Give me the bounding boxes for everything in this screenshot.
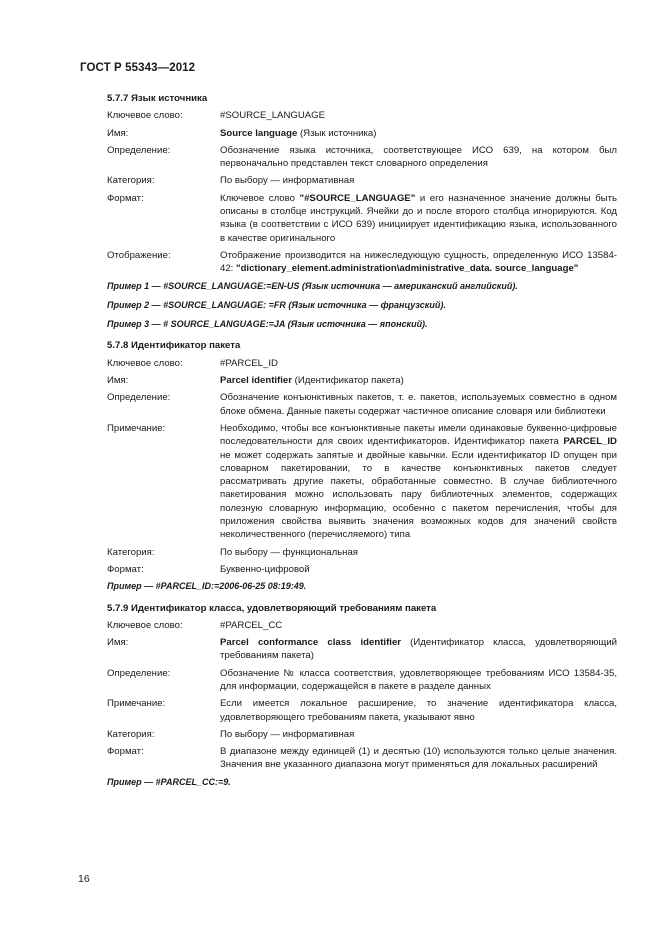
name-rest: (Язык источника) (297, 127, 377, 139)
definition-value: Обозначение конъюнктивных пакетов, т. е. пакетов, используемых совместно в одном блоке обмена. Данные пакеты содержат частичное описание словаря или библиотеки (220, 392, 617, 417)
note-value (220, 422, 617, 542)
format-row (107, 563, 617, 576)
display-pre: Отображение производится на нижеследующую сущность, определенную ИСО 13584-42: (220, 249, 617, 275)
name-bold: Source language (220, 127, 298, 139)
example: Пример — #PARCEL_CC:=9. (107, 776, 231, 787)
keyword-row (107, 109, 617, 122)
name-row (107, 127, 617, 140)
keyword-value: #SOURCE_LANGUAGE (220, 110, 326, 122)
note-value: Если имеется локальное расширение, то значение идентификатора класса, удовлетворяющего требованиям пакета, указывают явно (220, 698, 617, 723)
keyword-row (107, 357, 617, 370)
format-value (220, 192, 617, 245)
keyword-row (107, 619, 617, 632)
display-bold: "dictionary_element.administration\administrative_data. source_language" (236, 263, 579, 275)
name-row (107, 374, 617, 387)
name-label: Имя: (107, 127, 129, 139)
category-label: Категория: (107, 175, 155, 187)
display-row (107, 249, 617, 276)
name-value (220, 636, 617, 663)
page-number: 16 (78, 873, 90, 885)
note-row (107, 697, 617, 724)
definition-label: Определение: (107, 144, 171, 156)
category-row (107, 546, 617, 559)
format-value: В диапазоне между единицей (1) и десятью (10) используются только целые значения. Значения вне указанного диапазона могут применяться для локальных расширений (220, 746, 617, 771)
definition-label: Определение: (107, 392, 171, 404)
keyword-label: Ключевое слово: (107, 357, 183, 369)
section-title: 5.7.8 Идентификатор пакета (107, 340, 241, 352)
category-row (107, 728, 617, 741)
definition-row (107, 144, 617, 171)
document-header: ГОСТ Р 55343—2012 (80, 62, 196, 74)
name-value (220, 127, 617, 140)
keyword-value: #PARCEL_CC (220, 619, 283, 631)
section-title: 5.7.9 Идентификатор класса, удовлетворяющий требованиям пакета (107, 602, 437, 614)
format-row (107, 745, 617, 772)
name-bold: Parcel conformance class identifier (220, 637, 402, 649)
name-rest: (Идентификатор пакета) (291, 375, 404, 387)
format-label: Формат: (107, 192, 144, 204)
name-value (220, 374, 617, 387)
note-post: не может содержать запятые и двойные кавычки. Если идентификатор ID опущен при словарном пакетировании, то в качестве конъюнктивных пакетов следует рассматривать другие пакеты, обработанные совместно. В случае библиотечного пакетирования можно использовать пару библиотечных элементов, содержащих полезную словарную информацию, особенно с пакетом перечисления, чтобы для приложения свойства выявить значения возможных кодов для значений свойств неколичественного (перечисляемого) типа (220, 449, 617, 541)
format-row (107, 192, 617, 245)
format-value: Буквенно-цифровой (220, 563, 310, 575)
note-row (107, 422, 617, 542)
name-label: Имя: (107, 637, 129, 649)
definition-value: Обозначение № класса соответствия, удовлетворяющее требованиям ИСО 13584-35, для информации, содержащейся в пакете в разделе данных (220, 667, 617, 692)
example: Пример — #PARCEL_ID:=2006-06-25 08:19:49. (107, 581, 307, 592)
category-row (107, 174, 617, 187)
name-label: Имя: (107, 375, 129, 387)
example-3: Пример 3 — # SOURCE_LANGUAGE:=JA (Язык источника — японский). (107, 319, 428, 330)
category-value: По выбору — функциональная (220, 546, 358, 558)
definition-label: Определение: (107, 667, 171, 679)
definition-row (107, 391, 617, 418)
category-value: По выбору — информативная (220, 728, 355, 740)
format-post: и его назначенное значение должны быть описаны в столбце инструкций. Ячейки до и после второго столбца игнорируются. Код языка (в соответствии с ИСО 639) инициирует идентификацию языка, использованного в качестве оригинального (220, 192, 617, 244)
note-label: Примечание: (107, 698, 166, 710)
note-label: Примечание: (107, 422, 166, 434)
note-pre: Необходимо, чтобы все конъюнктивные пакеты имели одинаковые буквенно-цифровые последовательности для своих идентификаторов. Идентификатор пакета (220, 422, 617, 448)
display-value (220, 249, 617, 276)
display-label: Отображение: (107, 249, 171, 261)
category-label: Категория: (107, 546, 155, 558)
name-bold: Parcel identifier (220, 375, 292, 387)
keyword-label: Ключевое слово: (107, 619, 183, 631)
keyword-value: #PARCEL_ID (220, 357, 278, 369)
name-rest: (Идентификатор класса, удовлетворяющий требованиям пакета) (220, 637, 617, 662)
keyword-label: Ключевое слово: (107, 110, 183, 122)
section-title: 5.7.7 Язык источника (107, 93, 208, 104)
document-body (107, 92, 617, 795)
format-label: Формат: (107, 563, 144, 575)
category-label: Категория: (107, 728, 155, 740)
format-pre: Ключевое слово (220, 192, 300, 204)
category-value: По выбору — информативная (220, 175, 355, 187)
name-row (107, 636, 617, 663)
note-bold: PARCEL_ID (563, 436, 617, 448)
definition-value: Обозначение языка источника, соответствующее ИСО 639, на котором был первоначально представлен текст словарного определения (220, 144, 617, 170)
definition-row (107, 667, 617, 694)
example-1: Пример 1 — #SOURCE_LANGUAGE:=EN-US (Язык источника — американский английский). (107, 280, 518, 291)
format-bold: "#SOURCE_LANGUAGE" (299, 192, 416, 204)
example-2: Пример 2 — #SOURCE_LANGUAGE: =FR (Язык источника — французский). (107, 299, 446, 310)
format-label: Формат: (107, 746, 144, 758)
